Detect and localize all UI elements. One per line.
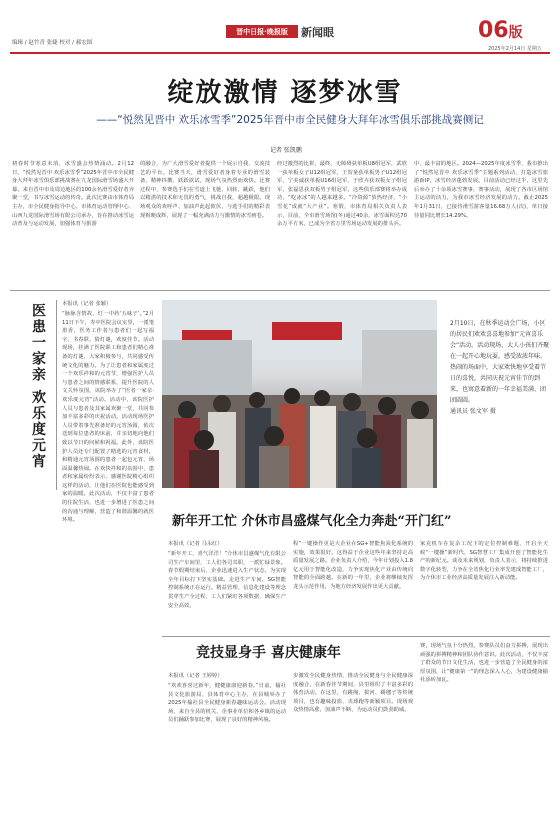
editors-line: 编辑 / 赵竹青 张婕 校对 / 郝宏图 [12,40,93,46]
main-article-column-1: 初春时节寒意未消，冰雪盛会热情涌动。2月12日，“悦然见晋中 欢乐冰雪季”2025年晋中市全民健身大拜年冰雪俱乐部挑战赛在九龙国际滑雪场盛大开幕。来自晋中市及周边地区的100余名滑雪爱好者齐聚一堂，书写冰雪运动的传奇。此次比赛由市体育局主办，市全民健身指导中心、市体育运动管理中心、山西九龙国际滑雪场有限公司承办，旨在推动冰雪运动普及与运动发展，加强体育与旅游 [12,161,134,228]
right-article-column-3: 家克机车在复杂工况下的定位控制难题，开启全天候“一键操”新时代，SG智慧工厂集成开创了智能化生产的新纪元。谈及未来规划，负责人表示，将持续推进数字化转型，力争在全省焦化行业率先建成智能工厂，为介休市工业经济高质量发展注入新动能。 [420,541,548,582]
bottom-article-headline: 竞技显身手 喜庆健康年 [196,645,341,661]
main-article-column-2: 的融合，为广大滑雪爱好者提供一个展示自我、交流技艺的平台。比赛当天，滑雪爱好者身着专业的滑雪装备，精神抖擞、跃跃欲试，现场气氛热烈而欢快。比赛过程中，参赛选手们在雪道上飞驰、回转、跳跃，他们以精湛的技术和无畏的勇气，挑战自我，超越极限。现场观众的欢呼声、加油声此起彼伏，与选手们的精彩表现相映成辉，展现了一幅充满活力与激情的冰雪画卷。 [140,161,270,219]
main-headline: 绽放激情 逐梦冰雪 [167,78,403,108]
main-article-column-3: 经过激烈的比拼，最终，无障碍获单板U8组冠军，武欣一获单板女子U12组冠军，王贺童获单板男子U12组冠军，宁美诚获单板U16组冠军，于欣卉获双板女子组冠军，张磊思获双板男子组冠军。这些俱乐部赛将举办成功，“吃冰冰”的人越来越多。“冷资源”放热经济，“小雪花”成就“大产业”。寒假，市体育局相关负责人表示，目前，全市滑雪场馆(冬)通过40余，冰雪面积达70余万平方米，已成为全省万里雪场运动发展的排头兵。 [277,161,407,228]
photo-credit: 通讯员 张文军 摄 [450,408,496,415]
bottom-section-divider [162,636,550,637]
news-photo [162,300,437,488]
newspaper-logo: 晋中日报·晚报版 [226,25,298,38]
photo-caption [450,318,550,417]
crowd-photo-illustration [162,300,437,488]
main-byline: 记者 张凯鹏 [270,147,302,154]
header-rule [10,52,550,54]
page-number [478,18,523,43]
left-headline-divider [56,300,57,490]
issue-date: 2025年2月14日 星期五 [488,46,542,52]
bottom-article-column-3: 赛，现场气氛十分热烈。参赛队员们奋力拼搏，展现出顽强的拼搏精神和团队协作意识。此次活动，不仅丰富了群众的节日文化生活，也进一步营造了全民健身的浓厚氛围，让“健康第一”的理念深入人心，为建设健康榆社添砖加瓦。 [420,643,548,684]
bottom-article-column-1: “欢欢喜喜过新年，健健康康迎新春。”日前，榆社县文化旅游局、县体育中心主办，在县城举办了2025年榆社县全民健身新春趣味运动会。活动现场，来自全县的机关、企事业单位和各乡镇的运动员们踊跃参加比赛，展现了良好的精神风貌。 [168,683,286,724]
right-article-column-2: 程”一键操作更是大企业在SG+智能焦炭化系统的实施，效果很好。这得益于企业这些年来坚持走高质量发展之路。企业负责人介绍，今年计划投入1.8亿元用于智能化改造，力争实现焦化产业由传统向智能的全面跨越。在新的一年里，企业将继续发挥龙头示范作用，为地方经济发展作出更大贡献。 [293,541,413,590]
bottom-article-column-2: 步激发全民健身热情，推动全民健身与全民健康深度融合，在新春佳节期间，县里组织了丰富多彩的体育活动。在这里，有跳绳、拔河、踢毽子等传统项目，也有趣味投篮、夹球跑等新颖项目。现场观众热情高涨，加油声不断，为运动员们鼓劲助威。 [293,673,413,714]
photo-caption-text: 2月10日，在秋季运动会广场，小区的居民们欢欢喜喜地参加“元宵喜乐会”活动。活动现场，大人小孩们齐聚在一起开心地玩耍，感受浓浓年味。热闹的场面中，大家欢快地享受着节日的喜悦，共同庆祝元宵佳节的到来，也寓意着新的一年幸福美满、团团圆圆。 [450,320,550,404]
bottom-article-byline: 本报讯（记者 王婷婷） [168,673,223,679]
section-title: 新闻眼 [301,26,334,39]
right-article-byline: 本报讯（记者 马永红） [168,541,223,547]
left-article-byline: 本报讯（记者 张颖） [62,301,112,307]
right-article-headline: 新年开工忙 介休市昌盛煤气化全力奔赴“开门红” [172,514,452,529]
right-article-column-1: “新年开工，喜气洋洋！”介休市昌盛煤气化有限公司生产车间里，工人们各司其职，一派忙碌景象。春节假期结束后，企业迅速进入生产状态，为实现全年目标打下坚实基础。走进生产车间，SG智能控制系统正在运行。精益管理、信息化建设等理念贯穿生产全过程，工人们紧盯各项数据，确保生产安全高效。 [168,551,286,609]
page-number-suffix: 版 [508,25,523,41]
left-article-body: “脉脉含情故，灯一中药‘五味子’。”2月11日下午，寿中医院会议室里，一派笔墨香，医务工作者与患者们一起写福字、书春联、猜灯谜，欢度佳节。活动现场，挂满了医院职工和患者们精心准备的灯谜，大家积极参与，共同感受传统文化的魅力。为了让患者和家属度过一个欢乐祥和的元宵节，增强医护人员与患者之间的情感联系，提升医院的人文关怀氛围，该院举办了“医者一家亲·欢乐度元宵”活动。活动中，该院医护人员与患者及其家属欢聚一堂，共同参加丰富多彩的庆祝活动。活动现场医护人员带着事先准备好的元宵汤圆，依次送到每位患者的床前，并亲切地向他们致以节日的问候和祝福。此外，该院医护人员还专门配置了精选的元宵食材，和精通元宵汤圆的患者一起包元宵，场面温馨热闹。在欢快祥和的氛围中，患者和家属纷纷表示，感谢医院精心组织这样的活动，让他们在医院也能感受到家的温暖。此次活动，不仅丰富了患者的住院生活，也进一步增进了医患之间的沟通与理解，营造了和谐温馨的就医环境。 [62,311,154,524]
main-subheadline: ——“悦然见晋中 欢乐冰雪季”2025年晋中市全民健身大拜年冰雪俱乐部挑战赛侧记 [96,114,484,126]
page-number-value: 06 [478,18,509,43]
section-divider [10,290,550,291]
left-article-headline: 医患一家亲 欢乐度元宵 [30,303,46,470]
main-article-column-4: 中、最丰富的地区。2024—2025年度冰雪季，我市推出了“悦然见晋中 欢乐冰雪季”主题系列活动，打造冰雪旅游新IP，冰雪经济蓬勃发展。目前活动已经过半，这里先后举办了十余项冰雪赛事，赛事活动，展现了各市区场馆主运动的活力，为我市冰雪经济发展的动力。截止2025年1月31日，已接待滑雪游客量16.68万人(次)，单日接待量同比增长14.29%。 [414,161,548,219]
